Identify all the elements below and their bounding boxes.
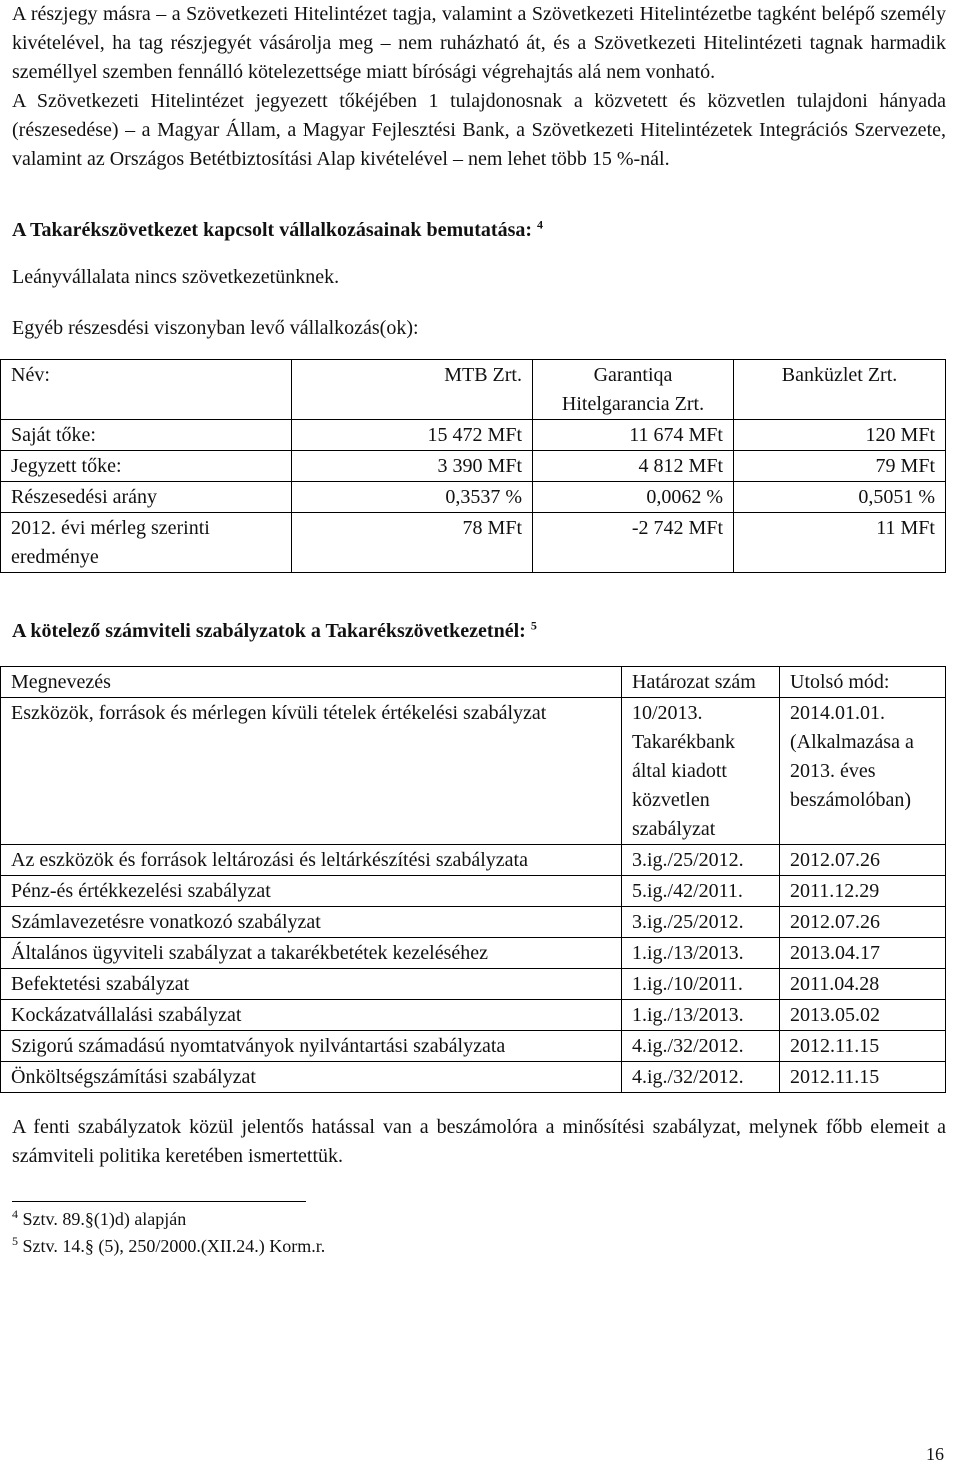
regulations-header-name: Megnevezés [1,667,622,698]
paragraph-ownership-limit: A Szövetkezeti Hitelintézet jegyezett tőkéjében 1 tulajdonosnak a közvetett és közvetlen tulajdoni hányada (részesedése) – a Magyar Állam, a Magyar Fejlesztési Bank, a Szövetkezeti Hitelintézetek Integrációs Szervezete, valamint az Országos Betétbiztosítási Alap kivételével – nem lehet több 15 %-nál. [12,90,946,170]
table-cell: 0,5051 % [734,482,946,513]
document-page [12,0,946,1260]
section-heading-affiliates-text: A Takarékszövetkezet kapcsolt vállalkozásainak bemutatása: [12,219,533,241]
section-heading-regulations-text: A kötelező számviteli szabályzatok a Takarékszövetkezetnél: [12,620,526,642]
holdings-table [0,359,946,573]
table-cell: 2012. évi mérleg szerinti eredménye [1,513,292,573]
paragraph-share-transfer: A részjegy másra – a Szövetkezeti Hitelintézet tagja, valamint a Szövetkezeti Hitelintézetbe tagként belépő személy kivételével, ha tag részjegyét vásárolja meg – nem ruházható át, és a Szövetkezeti Hitelintézeti tagnak harmadik személlyel szemben fennálló kötelezettsége miatt bírósági végrehajtás alá nem vonható. [12,3,946,83]
table-row [1,1000,946,1031]
no-subsidiary-text: Leányvállalata nincs szövetkezetünknek. [12,266,340,288]
table-row [1,420,946,451]
footnote-ref-5: 5 [530,618,537,633]
table-cell: 120 MFt [734,420,946,451]
table-cell: 2012.07.26 [780,845,946,876]
table-cell: 1.ig./10/2011. [622,969,780,1000]
table-row [1,451,946,482]
other-holdings-text: Egyéb részesdési viszonyban levő vállalkozás(ok): [12,317,419,339]
table-cell: Befektetési szabályzat [1,969,622,1000]
table-cell: -2 742 MFt [533,513,734,573]
table-cell: 2012.07.26 [780,907,946,938]
table-cell: 1.ig./13/2013. [622,1000,780,1031]
footnote-number: 5 [12,1234,18,1248]
regulations-header-modified: Utolsó mód: [780,667,946,698]
table-cell: 79 MFt [734,451,946,482]
table-cell: Önköltségszámítási szabályzat [1,1062,622,1093]
footnote-number: 4 [12,1207,18,1221]
closing-paragraph: A fenti szabályzatok közül jelentős hatással van a beszámolóra a minősítési szabályzat, melynek főbb elemeit a számviteli politika keretében ismertettük. [12,1116,946,1167]
table-cell: Általános ügyviteli szabályzat a takarékbetétek kezeléséhez [1,938,622,969]
table-cell: 4 812 MFt [533,451,734,482]
table-cell: 3.ig./25/2012. [622,907,780,938]
table-row [1,876,946,907]
section-heading-affiliates [12,216,946,245]
table-cell: 78 MFt [292,513,533,573]
table-cell: 0,3537 % [292,482,533,513]
table-row [1,1062,946,1093]
holdings-table-header [1,360,946,420]
table-cell: Jegyzett tőke: [1,451,292,482]
table-cell: 2012.11.15 [780,1031,946,1062]
holdings-header-col2: Garantiqa Hitelgarancia Zrt. [533,360,734,420]
table-cell: 2013.05.02 [780,1000,946,1031]
table-row [1,845,946,876]
table-row [1,482,946,513]
table-cell: Az eszközök és források leltározási és leltárkészítési szabályzata [1,845,622,876]
footnote-4 [12,1206,946,1233]
footnote-text: Sztv. 89.§(1)d) alapján [22,1209,187,1229]
table-cell: 10/2013. Takarékbank által kiadott közvetlen szabályzat [622,698,780,845]
table-cell: Saját tőke: [1,420,292,451]
table-row [1,513,946,573]
footnote-separator [12,1201,306,1202]
table-cell: 2011.12.29 [780,876,946,907]
section-heading-regulations [12,617,946,646]
table-cell: 4.ig./32/2012. [622,1062,780,1093]
table-row [1,1031,946,1062]
table-cell: 2011.04.28 [780,969,946,1000]
table-cell: 5.ig./42/2011. [622,876,780,907]
table-cell: 1.ig./13/2013. [622,938,780,969]
footnote-5 [12,1233,946,1260]
holdings-header-col1: MTB Zrt. [292,360,533,420]
table-cell: 2013.04.17 [780,938,946,969]
holdings-header-col3: Banküzlet Zrt. [734,360,946,420]
table-cell: 0,0062 % [533,482,734,513]
table-cell: 11 674 MFt [533,420,734,451]
table-row [1,969,946,1000]
page-number: 16 [926,1444,944,1464]
regulations-table [0,666,946,1093]
table-cell: Részesedési arány [1,482,292,513]
footnote-ref-4: 4 [537,217,544,232]
table-cell: 4.ig./32/2012. [622,1031,780,1062]
footnote-text: Sztv. 14.§ (5), 250/2000.(XII.24.) Korm.r. [22,1236,326,1256]
table-cell: Pénz-és értékkezelési szabályzat [1,876,622,907]
table-row [1,698,946,845]
regulations-table-header [1,667,946,698]
table-row [1,938,946,969]
table-cell: 15 472 MFt [292,420,533,451]
table-cell: Eszközök, források és mérlegen kívüli tételek értékelési szabályzat [1,698,622,845]
table-cell: 11 MFt [734,513,946,573]
holdings-header-name: Név: [1,360,292,420]
table-cell: 3.ig./25/2012. [622,845,780,876]
regulations-header-resolution: Határozat szám [622,667,780,698]
table-cell: Szigorú számadású nyomtatványok nyilvántartási szabályzata [1,1031,622,1062]
table-cell: 2012.11.15 [780,1062,946,1093]
table-cell: Számlavezetésre vonatkozó szabályzat [1,907,622,938]
table-cell: Kockázatvállalási szabályzat [1,1000,622,1031]
table-cell: 3 390 MFt [292,451,533,482]
table-cell: 2014.01.01. (Alkalmazása a 2013. éves beszámolóban) [780,698,946,845]
table-row [1,907,946,938]
